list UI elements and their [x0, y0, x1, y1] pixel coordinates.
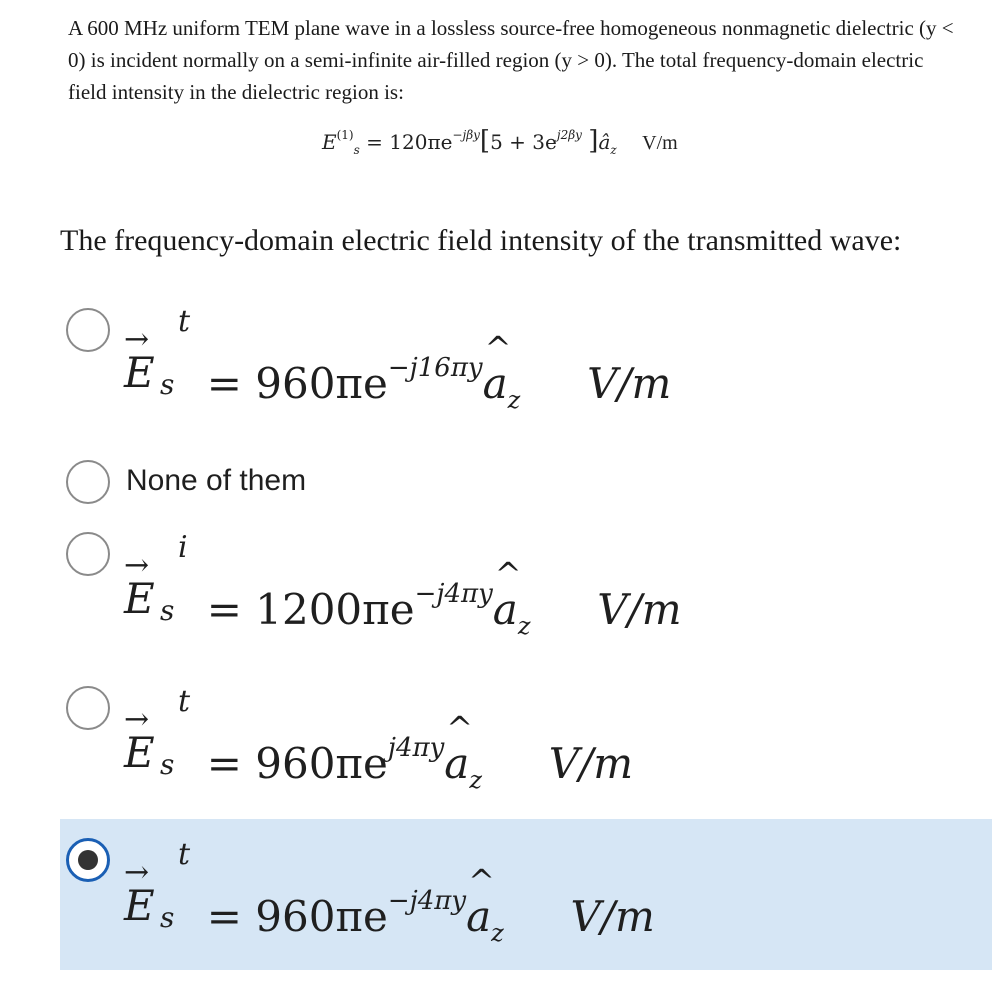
hat-icon: ^: [484, 329, 512, 367]
given-equation: [322, 126, 678, 166]
answer-option-2[interactable]: [60, 458, 992, 514]
unit-vector-az: ^ $a_z$: [492, 555, 531, 640]
exponent: −j4πy: [414, 579, 493, 609]
eq-bracket-open: [: [479, 126, 491, 156]
vector-arrow-icon: →: [124, 548, 150, 583]
option-formula: → E s t = $960\pi e^{-j4\pi y}$ ^ $a_z$ V/m: [124, 837, 655, 947]
coefficient: 1200πe: [255, 585, 415, 634]
eq-units: V/m: [642, 132, 678, 154]
eq-lhs: E: [322, 130, 337, 154]
units: V/m: [587, 359, 672, 408]
eq-lhs-sup: (1): [336, 128, 354, 142]
vector-E: → E s t: [124, 684, 191, 781]
coefficient: 960πe: [255, 892, 388, 941]
eq-inner: 5 + 3e: [490, 130, 557, 154]
units: V/m: [597, 585, 682, 634]
exponent: −j4πy: [387, 886, 467, 916]
eq-bracket-close: ]: [588, 126, 599, 156]
answer-option-1[interactable]: [60, 300, 992, 414]
exponent: −j16πy: [387, 353, 483, 383]
vector-arrow-icon: →: [124, 702, 150, 737]
vector-E: → E s t: [124, 304, 191, 401]
vector-E: → E s i: [124, 530, 188, 627]
radio-button[interactable]: [66, 460, 110, 504]
answer-option-4[interactable]: [60, 684, 992, 804]
unit-vector-az: ^ $a_z$: [482, 329, 521, 414]
option-formula: → E s i = $1200\pi e^{-j4\pi y}$ ^ $a_z$ V/m: [124, 530, 682, 640]
hat-icon: ^: [468, 862, 495, 900]
option-label: None of them: [126, 464, 307, 497]
eq-exp1: −jβy: [452, 128, 480, 142]
radio-button[interactable]: [66, 532, 110, 576]
coefficient: 960πe: [255, 359, 388, 408]
vector-E: → E s t: [124, 837, 191, 934]
option-formula: → E s t = $960\pi e^{j4\pi y}$ ^ $a_z$ V/m: [124, 684, 634, 794]
units: V/m: [548, 739, 634, 788]
eq-unit-vector: â: [598, 130, 611, 154]
field-superscript: t: [178, 837, 191, 872]
eq-coef: 120πe: [389, 130, 453, 154]
coefficient: 960πe: [255, 739, 388, 788]
radio-button[interactable]: [66, 686, 110, 730]
answer-option-3[interactable]: [60, 530, 992, 650]
field-superscript: i: [178, 530, 188, 565]
eq-exp2: j2βy: [556, 128, 582, 142]
question-prompt: The frequency-domain electric field intensity of the transmitted wave:: [60, 224, 902, 257]
eq-unit-vector-sub: z: [610, 143, 617, 157]
vector-arrow-icon: →: [124, 322, 150, 357]
radio-button-checked[interactable]: [66, 838, 110, 882]
unit-vector-az: ^ $a_z$: [466, 862, 504, 947]
answer-option-5[interactable]: [60, 819, 992, 970]
radio-button[interactable]: [66, 308, 110, 352]
option-formula: → E s t = $960\pi e^{-j16\pi y}$ ^ $a_z$ V/m: [124, 304, 672, 414]
eq-lhs-sub: s: [353, 143, 360, 157]
hat-icon: ^: [446, 709, 474, 747]
eq-equals: =: [366, 130, 383, 154]
problem-statement: A 600 MHz uniform TEM plane wave in a lossless source-free homogeneous nonmagnetic dielectric (y < 0) is incident normally on a semi-infinite air-filled region (y > 0). The total frequency-domain electric field intensity in the dielectric region is:: [68, 16, 954, 104]
field-superscript: t: [178, 304, 191, 339]
vector-arrow-icon: →: [124, 855, 150, 890]
field-superscript: t: [178, 684, 191, 719]
exponent: j4πy: [387, 733, 445, 763]
unit-vector-az: ^ $a_z$: [444, 709, 482, 794]
units: V/m: [570, 892, 655, 941]
hat-icon: ^: [494, 555, 522, 593]
